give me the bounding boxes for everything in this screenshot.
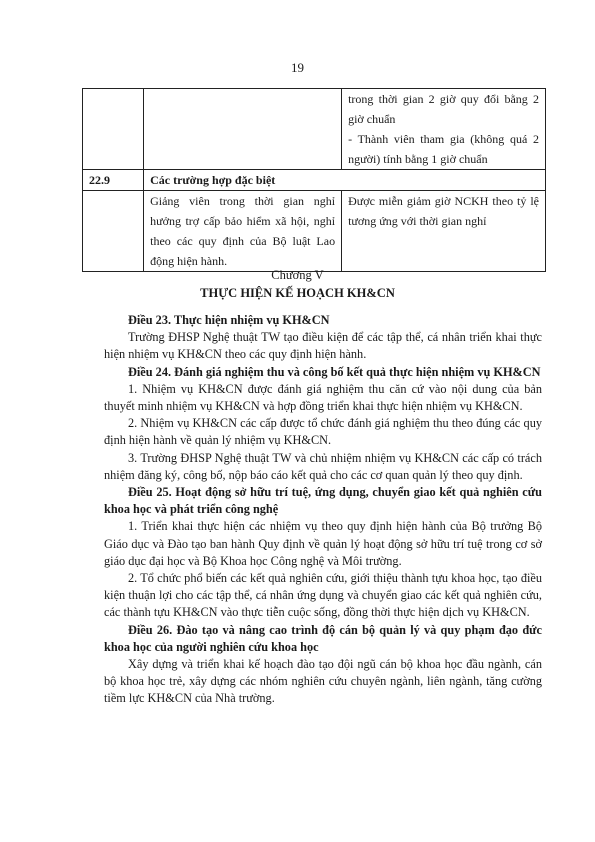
rule-cell: Được miễn giảm giờ NCKH theo tỷ lệ tương ứng với thời gian nghỉ	[342, 191, 546, 272]
article-heading: Điều 26. Đào tạo và nâng cao trình độ cán bộ quản lý và quy phạm đạo đức khoa học của người nghiên cứu khoa học	[104, 622, 542, 654]
article-heading: Điều 24. Đánh giá nghiệm thu và công bố kết quả thực hiện nhiệm vụ KH&CN	[128, 364, 541, 379]
description-cell: Giảng viên trong thời gian nghỉ hưởng trợ cấp bảo hiểm xã hội, nghỉ theo các quy định của Bộ luật Lao động hiện hành.	[144, 191, 342, 272]
workload-table	[82, 88, 546, 272]
chapter-number: Chương V	[271, 268, 324, 282]
paragraph: 1. Triển khai thực hiện các nhiệm vụ theo quy định hiện hành của Bộ trưởng Bộ Giáo dục và Đào tạo ban hành Quy định về quản lý hoạt động sở hữu trí tuệ trong cơ sở giáo dục đại học và Bộ Khoa học Công nghệ và Môi trường.	[104, 519, 542, 568]
paragraph: Trường ĐHSP Nghệ thuật TW tạo điều kiện để các tập thể, cá nhân triển khai thực hiện nhiệm vụ KH&CN theo các quy định hiện hành.	[104, 330, 542, 362]
body-text	[104, 312, 542, 708]
article-heading: Điều 23. Thực hiện nhiệm vụ KH&CN	[128, 313, 330, 327]
table-row	[83, 89, 546, 170]
row-title-cell: Các trường hợp đặc biệt	[144, 170, 546, 191]
chapter-title: THỰC HIỆN KẾ HOẠCH KH&CN	[200, 286, 395, 300]
paragraph: 2. Nhiệm vụ KH&CN các cấp được tổ chức đánh giá nghiệm thu theo đúng các quy định hiện hành về quản lý nhiệm vụ KH&CN.	[104, 416, 542, 448]
row-number-cell	[83, 89, 144, 170]
row-title-cell	[144, 89, 342, 170]
article-heading: Điều 25. Hoạt động sở hữu trí tuệ, ứng dụng, chuyển giao kết quả nghiên cứu khoa học và phát triển công nghệ	[104, 485, 542, 517]
page-number: 19	[291, 60, 304, 75]
row-number-cell: 22.9	[83, 170, 144, 191]
table-row	[83, 191, 546, 272]
rule-cell: trong thời gian 2 giờ quy đổi bằng 2 giờ chuẩn - Thành viên tham gia (không quá 2 người) tính bằng 1 giờ chuẩn	[342, 89, 546, 170]
paragraph: 3. Trường ĐHSP Nghệ thuật TW và chủ nhiệm nhiệm vụ KH&CN các cấp có trách nhiệm đăng ký, công bố, nộp báo cáo kết quả cho các cơ quan quản lý theo quy định.	[104, 450, 542, 482]
row-number-cell	[83, 191, 144, 272]
paragraph: 2. Tổ chức phổ biến các kết quả nghiên cứu, giới thiệu thành tựu khoa học, tạo điều kiện thuận lợi cho các tập thể, cá nhân ứng dụng và chuyển giao các kết quả nghiên cứu, các thành tựu KH&CN vào thực tiễn cuộc sống, đồng thời thực hiện dịch vụ KH&CN.	[104, 571, 542, 620]
paragraph: 1. Nhiệm vụ KH&CN được đánh giá nghiệm thu căn cứ vào nội dung của bản thuyết minh nhiệm vụ KH&CN và hợp đồng triển khai thực hiện nhiệm vụ KH&CN.	[104, 381, 542, 414]
paragraph: Xây dựng và triển khai kế hoạch đào tạo đội ngũ cán bộ khoa học đầu ngành, cán bộ khoa học trẻ, xây dựng các nhóm nghiên cứu chuyên ngành, liên ngành, tăng cường tiềm lực KH&CN của Nhà trường.	[104, 657, 542, 706]
table-row	[83, 170, 546, 191]
